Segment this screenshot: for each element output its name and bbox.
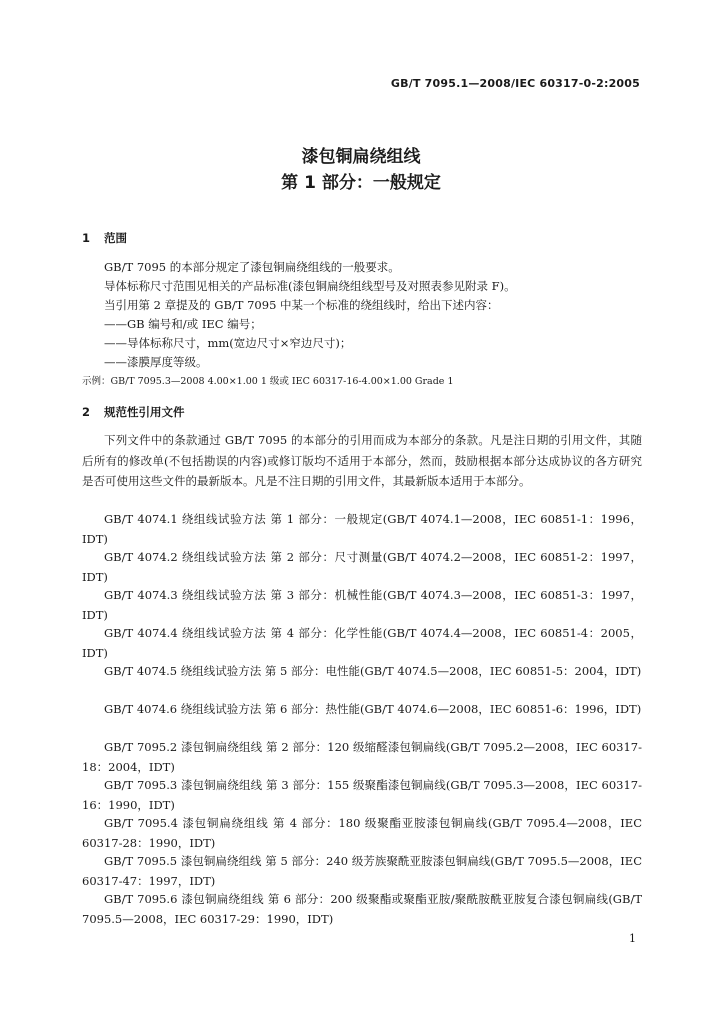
- scope-example: 示例：GB/T 7095.3—2008 4.00×1.00 1 级或 IEC 60317-16-4.00×1.00 Grade 1: [82, 376, 454, 387]
- standard-code: GB/T 7095.1—2008/IEC 60317-0-2:2005: [390, 77, 640, 90]
- reference-entry: GB/T 7095.4 漆包铜扁绕组线 第 4 部分：180 级聚酯亚胺漆包铜扁线(GB/T 7095.4—2008，IEC 60317-28：1990，IDT): [82, 816, 642, 850]
- reference-entry: GB/T 7095.6 漆包铜扁绕组线 第 6 部分：200 级聚酯或聚酯亚胺/聚酰胺酰亚胺复合漆包铜扁线(GB/T 7095.5—2008，IEC 60317-29：1990，IDT): [82, 892, 642, 926]
- reference-entry: GB/T 7095.2 漆包铜扁绕组线 第 2 部分：120 级缩醛漆包铜扁线(GB/T 7095.2—2008，IEC 60317-18：2004，IDT): [82, 740, 642, 774]
- section-number: 1: [82, 231, 91, 245]
- normative-references-intro: 下列文件中的条款通过 GB/T 7095 的本部分的引用而成为本部分的条款。凡是注日期的引用文件，其随后所有的修改单(不包括勘误的内容)或修订版均不适用于本部分，然而，鼓励根据本部分达成协议的各方研究是否可使用这些文件的最新版本。凡是不注日期的引用文件，其最新版本适用于本部分。: [82, 433, 642, 488]
- reference-entry: GB/T 7095.5 漆包铜扁绕组线 第 5 部分：240 级芳族聚酰亚胺漆包铜扁线(GB/T 7095.5—2008，IEC 60317-47：1997，IDT): [82, 854, 642, 888]
- section-title: 范围: [104, 231, 127, 245]
- reference-entry: GB/T 4074.1 绕组线试验方法 第 1 部分：一般规定(GB/T 4074.1—2008，IEC 60851-1：1996，IDT): [82, 512, 642, 546]
- reference-entry: GB/T 4074.5 绕组线试验方法 第 5 部分：电性能(GB/T 4074.5—2008，IEC 60851-5：2004，IDT): [104, 664, 642, 678]
- reference-entry: GB/T 4074.4 绕组线试验方法 第 4 部分：化学性能(GB/T 4074.4—2008，IEC 60851-4：2005，IDT): [82, 626, 642, 660]
- reference-entry: GB/T 4074.3 绕组线试验方法 第 3 部分：机械性能(GB/T 4074.3—2008，IEC 60851-3：1997，IDT): [82, 588, 642, 622]
- scope-list-item: ——导体标称尺寸，mm(宽边尺寸×窄边尺寸)；: [104, 336, 352, 350]
- scope-line: 当引用第 2 章提及的 GB/T 7095 中某一个标准的绕组线时，给出下述内容：: [104, 298, 499, 312]
- section-number: 2: [82, 405, 91, 419]
- title-line-1: 漆包铜扁绕组线: [301, 147, 421, 167]
- section-2-heading: [82, 404, 185, 420]
- section-1-heading: [82, 230, 127, 246]
- reference-entry: GB/T 4074.6 绕组线试验方法 第 6 部分：热性能(GB/T 4074.6—2008，IEC 60851-6：1996，IDT): [104, 702, 642, 716]
- reference-entry: GB/T 7095.3 漆包铜扁绕组线 第 3 部分：155 级聚酯漆包铜扁线(GB/T 7095.3—2008，IEC 60317-16：1990，IDT): [82, 778, 642, 812]
- scope-line: GB/T 7095 的本部分规定了漆包铜扁绕组线的一般要求。: [104, 260, 400, 274]
- scope-list-item: ——漆膜厚度等级。: [104, 355, 208, 369]
- reference-entry: GB/T 4074.2 绕组线试验方法 第 2 部分：尺寸测量(GB/T 4074.2—2008，IEC 60851-2：1997，IDT): [82, 550, 642, 584]
- page-number: 1: [629, 932, 636, 945]
- section-title: 规范性引用文件: [104, 405, 185, 419]
- title-line-2: 第 1 部分：一般规定: [281, 173, 441, 193]
- scope-line: 导体标称尺寸范围见相关的产品标准(漆包铜扁绕组线型号及对照表参见附录 F)。: [104, 279, 516, 293]
- scope-list-item: ——GB 编号和/或 IEC 编号；: [104, 317, 262, 331]
